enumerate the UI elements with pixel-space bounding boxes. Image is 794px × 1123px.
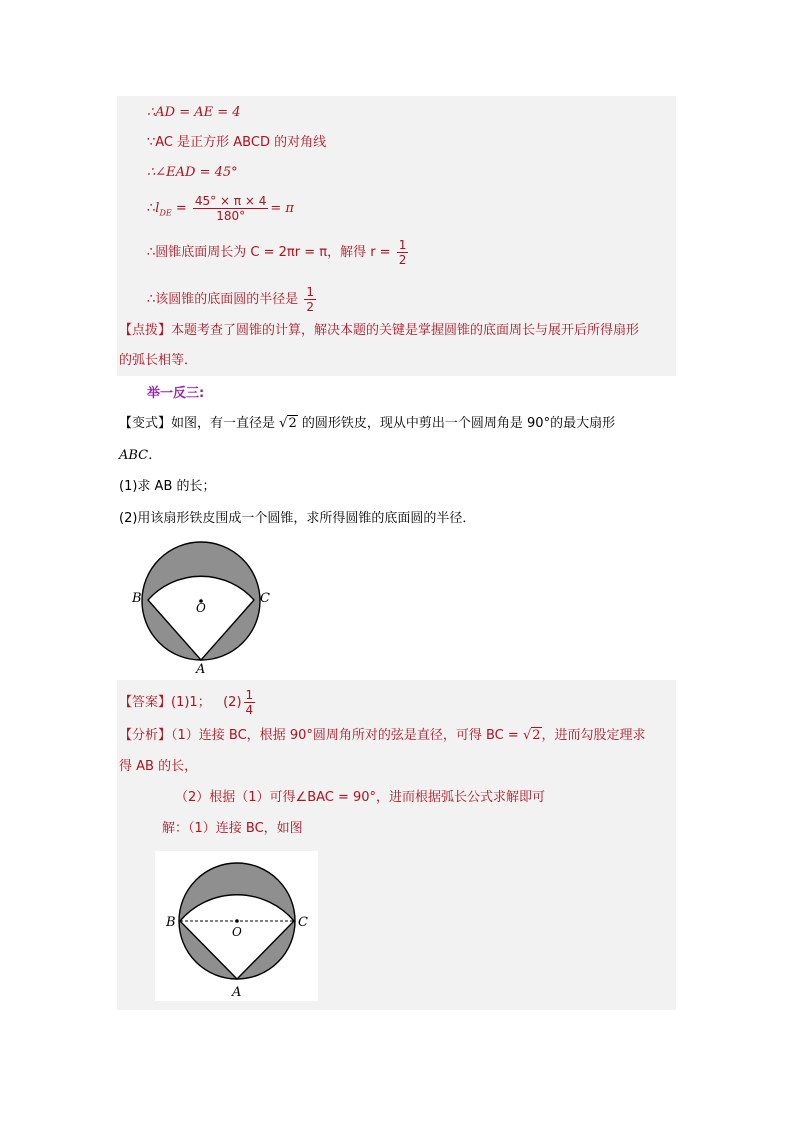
- radius-fraction: $\frac{1}{2}$: [398, 238, 407, 267]
- label-a: A: [232, 985, 242, 1000]
- variant-question-2: (2)用该扇形铁皮围成一个圆锥，求所得圆锥的底面圆的半径．: [119, 511, 476, 526]
- label-o: O: [232, 925, 242, 939]
- dianbo-line-1: 【点拨】本题考查了圆锥的计算，解决本题的关键是掌握圆锥的底面周长与展开后所得扇形: [119, 323, 640, 338]
- center-point: [235, 919, 239, 923]
- label-c: C: [298, 915, 308, 930]
- dianbo-line-2: 的弧长相等．: [119, 353, 198, 368]
- variant-line-2: ABC．: [119, 448, 162, 463]
- analysis-line-1: 【分析】（1）连接 BC，根据 90°圆周角所对的弦是直径，可得 BC = √2，进而勾股定理求: [119, 728, 646, 743]
- sqrt-two: √2: [279, 416, 297, 431]
- analysis-line-3: （2）根据（1）可得∠BAC = 90°，进而根据弧长公式求解即可: [175, 790, 546, 805]
- answer-fraction: $\frac{1}{4}$: [245, 688, 254, 717]
- solution-line-6: ∴该圆锥的底面圆的半径是 $\frac{1}{2}$: [147, 285, 315, 314]
- label-a: A: [196, 662, 206, 677]
- analysis-line-2: 得 AB 的长，: [119, 759, 198, 774]
- label-c: C: [260, 591, 270, 606]
- circle-sector-figure-1: [126, 536, 281, 678]
- circle-sector-figure-2: [155, 851, 318, 1001]
- label-o: O: [196, 601, 206, 615]
- solution-line-4: $\therefore l_{DE}$ = $\frac{45^\circ \times \pi \times 4}{180^\circ}$ = π: [147, 194, 294, 223]
- result-fraction: $\frac{1}{2}$: [306, 285, 315, 314]
- solution-line-3: ∴∠EAD = 45°: [147, 165, 238, 180]
- answer-line: 【答案】(1)1； (2) $\frac{1}{4}$: [119, 688, 254, 717]
- solution-line-2: ∵AC 是正方形 ABCD 的对角线: [147, 135, 327, 150]
- solution-start-line: 解：（1）连接 BC，如图: [162, 821, 303, 836]
- sqrt-two-analysis: √2: [522, 728, 541, 743]
- solution-line-5: ∴圆锥底面周长为 C = 2πr = π，解得 r = $\frac{1}{2}$: [147, 238, 407, 267]
- variant-line-1: 【变式】如图，有一直径是 √2 的圆形铁皮，现从中剪出一个圆周角是 90°的最大扇形: [119, 416, 616, 431]
- label-b: B: [132, 591, 142, 606]
- section-title: 举一反三:: [147, 386, 205, 401]
- label-b: B: [166, 915, 176, 930]
- solution-line-1: ∴AD = AE = 4: [147, 105, 241, 120]
- arc-length-fraction: $\frac{45^\circ \times \pi \times 4}{180^\circ}$: [194, 194, 267, 223]
- variant-question-1: (1)求 AB 的长；: [119, 479, 216, 494]
